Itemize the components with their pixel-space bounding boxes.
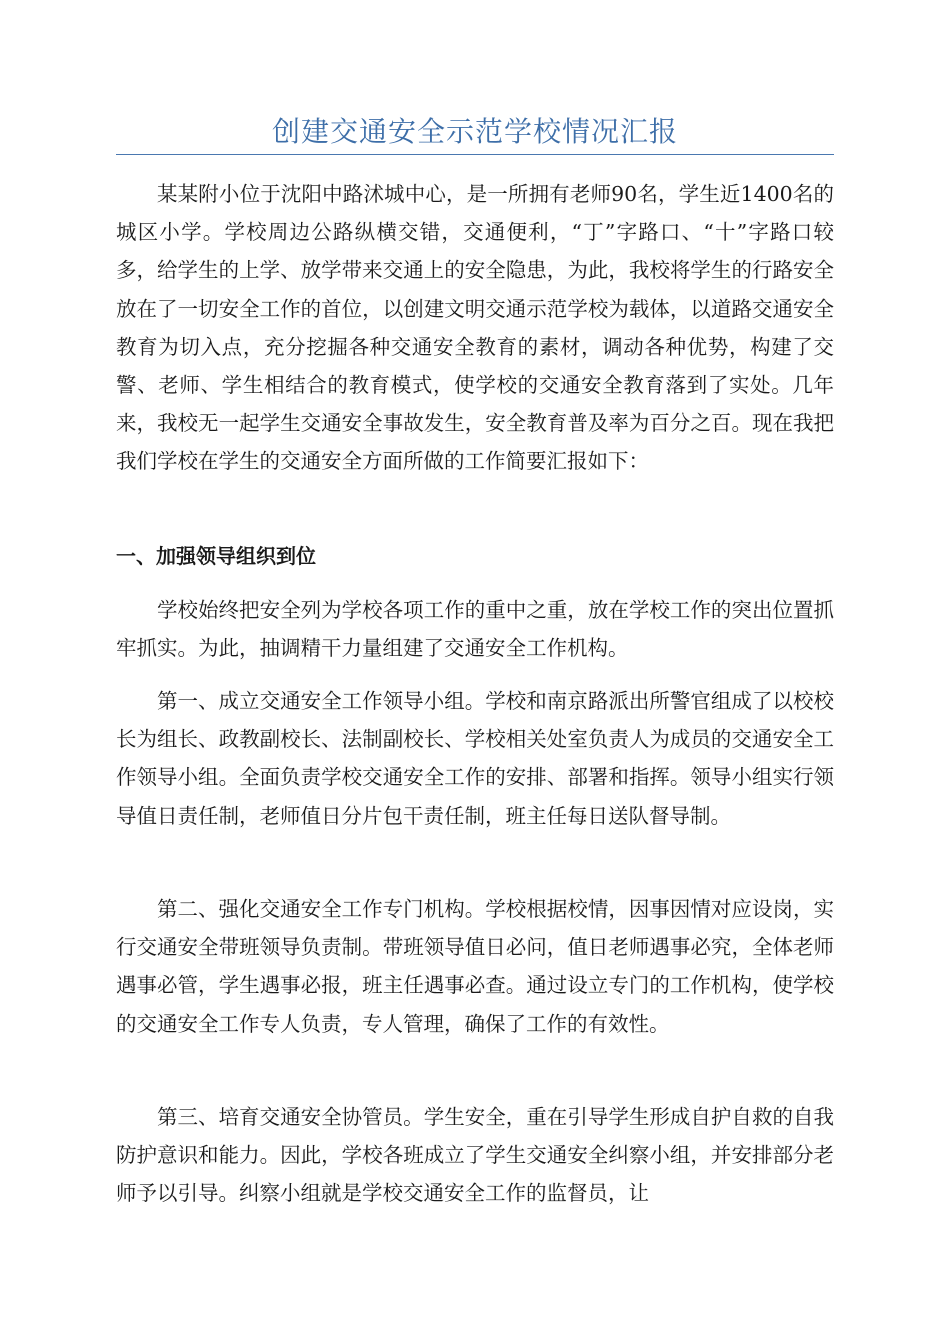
section-heading: 一、加强领导组织到位 bbox=[116, 544, 316, 568]
intro-paragraph: 某某附小位于沈阳中路沭城中心，是一所拥有老师90名，学生近1400名的城区小学。学校周边公路纵横交错，交通便利，“丁”字路口、“十”字路口较多，给学生的上学、放学带来交通上的安全隐患，为此，我校将学生的行路安全放在了一切安全工作的首位，以创建文明交通示范学校为载体，以道路交通安全教育为切入点，充分挖掘各种交通安全教育的素材，调动各种优势，构建了交警、老师、学生相结合的教育模式，使学校的交通安全教育落到了实处。几年来，我校无一起学生交通安全事故发生，安全教育普及率为百分之百。现在我把我们学校在学生的交通安全方面所做的工作简要汇报如下： bbox=[116, 182, 834, 474]
title-underline bbox=[116, 154, 834, 155]
section-paragraph: 第一、成立交通安全工作领导小组。学校和南京路派出所警官组成了以校校长为组长、政教副校长、法制副校长、学校相关处室负责人为成员的交通安全工作领导小组。全面负责学校交通安全工作的安排、部署和指挥。领导小组实行领导值日责任制，老师值日分片包干责任制，班主任每日送队督导制。 bbox=[116, 689, 834, 828]
document-title: 创建交通安全示范学校情况汇报 bbox=[271, 115, 678, 148]
section-paragraph: 学校始终把安全列为学校各项工作的重中之重，放在学校工作的突出位置抓牢抓实。为此，抽调精干力量组建了交通安全工作机构。 bbox=[116, 598, 834, 661]
section-paragraph: 第二、强化交通安全工作专门机构。学校根据校情，因事因情对应设岗，实行交通安全带班领导负责制。带班领导值日必问，值日老师遇事必究，全体老师遇事必管，学生遇事必报，班主任遇事必查。通过设立专门的工作机构，使学校的交通安全工作专人负责，专人管理，确保了工作的有效性。 bbox=[116, 897, 834, 1036]
section-paragraph: 第三、培育交通安全协管员。学生安全，重在引导学生形成自护自救的自我防护意识和能力。因此，学校各班成立了学生交通安全纠察小组，并安排部分老师予以引导。纠察小组就是学校交通安全工作的监督员，让 bbox=[116, 1105, 834, 1206]
